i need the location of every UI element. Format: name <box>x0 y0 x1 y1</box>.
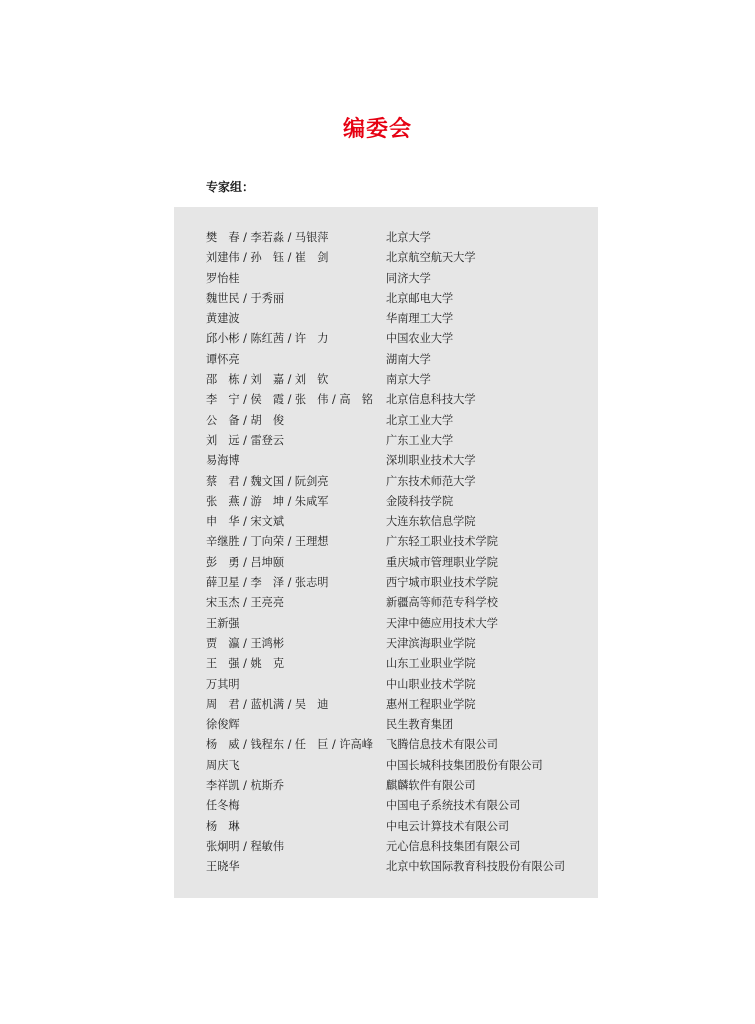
member-row <box>206 289 586 309</box>
member-names: 邵 栋 / 刘 嘉 / 刘 钦 <box>206 373 329 387</box>
member-names: 刘 远 / 雷登云 <box>206 433 285 447</box>
member-names: 周 君 / 蓝机满 / 吴 迪 <box>206 697 329 711</box>
member-row <box>206 411 586 431</box>
member-row <box>206 776 586 796</box>
member-organization: 民生教育集团 <box>386 718 454 732</box>
expert-group-label: 专家组： <box>206 180 255 194</box>
member-names: 宋玉杰 / 王亮亮 <box>206 596 285 610</box>
member-row <box>206 654 586 674</box>
member-row <box>206 269 586 289</box>
page-title: 编委会 <box>342 117 412 142</box>
member-row <box>206 735 586 755</box>
member-row <box>206 817 586 837</box>
member-row <box>206 370 586 390</box>
member-row <box>206 228 586 248</box>
member-organization: 飞腾信息技术有限公司 <box>386 738 498 752</box>
member-organization: 湖南大学 <box>386 352 431 366</box>
member-organization: 广东工业大学 <box>386 433 454 447</box>
member-names: 彭 勇 / 吕坤颐 <box>206 555 285 569</box>
member-organization: 北京信息科技大学 <box>386 393 476 407</box>
member-organization: 中电云计算技术有限公司 <box>386 819 510 833</box>
member-row <box>206 837 586 857</box>
member-organization: 同济大学 <box>386 271 431 285</box>
member-names: 魏世民 / 于秀丽 <box>206 291 285 305</box>
member-row <box>206 512 586 532</box>
member-names: 申 华 / 宋文斌 <box>206 515 285 529</box>
member-organization: 中国长城科技集团股份有限公司 <box>386 758 543 772</box>
member-organization: 山东工业职业学院 <box>386 657 476 671</box>
member-names: 樊 春 / 李若淼 / 马银萍 <box>206 231 329 244</box>
member-organization: 北京大学 <box>386 231 431 244</box>
member-organization: 中国农业大学 <box>386 332 454 346</box>
member-names: 王晓华 <box>206 860 240 874</box>
member-row <box>206 309 586 329</box>
member-row <box>206 472 586 492</box>
member-row <box>206 756 586 776</box>
member-names: 易海博 <box>206 454 240 468</box>
member-organization: 重庆城市管理职业学院 <box>386 555 498 569</box>
member-row <box>206 431 586 451</box>
member-organization: 西宁城市职业技术学院 <box>386 576 498 590</box>
member-organization: 华南理工大学 <box>386 312 454 326</box>
member-row <box>206 350 586 370</box>
member-organization: 北京工业大学 <box>386 413 454 427</box>
member-organization: 天津中德应用技术大学 <box>386 616 498 630</box>
member-organization: 深圳职业技术大学 <box>386 454 476 468</box>
member-names: 公 备 / 胡 俊 <box>206 413 285 427</box>
member-organization: 天津滨海职业学院 <box>386 636 476 650</box>
member-organization: 大连东软信息学院 <box>386 515 476 529</box>
member-organization: 广东轻工职业技术学院 <box>386 535 498 549</box>
member-names: 王新强 <box>206 616 240 630</box>
member-organization: 南京大学 <box>386 373 431 387</box>
member-organization: 惠州工程职业学院 <box>386 697 476 711</box>
member-row <box>206 329 586 349</box>
member-row <box>206 532 586 552</box>
member-organization: 元心信息科技集团有限公司 <box>386 839 521 853</box>
member-row <box>206 675 586 695</box>
member-row <box>206 451 586 471</box>
member-row <box>206 553 586 573</box>
member-row <box>206 614 586 634</box>
member-row <box>206 593 586 613</box>
member-row <box>206 248 586 268</box>
member-row <box>206 390 586 410</box>
member-names: 杨 琳 <box>206 819 240 833</box>
member-organization: 麒麟软件有限公司 <box>386 779 476 793</box>
member-names: 辛继胜 / 丁向荣 / 王理想 <box>206 535 329 549</box>
member-names: 王 强 / 姚 克 <box>206 657 285 671</box>
member-names: 李 宁 / 侯 霞 / 张 伟 / 高 铭 <box>206 393 373 407</box>
member-names: 蔡 君 / 魏文国 / 阮剑亮 <box>206 474 329 488</box>
member-row <box>206 857 586 877</box>
member-names: 张炯明 / 程敏伟 <box>206 839 285 853</box>
member-names: 薛卫星 / 李 泽 / 张志明 <box>206 576 329 590</box>
member-row <box>206 695 586 715</box>
member-names: 周庆飞 <box>206 758 240 772</box>
member-organization: 金陵科技学院 <box>386 494 454 508</box>
member-organization: 中山职业技术学院 <box>386 677 476 691</box>
member-names: 杨 威 / 钱程东 / 任 巨 / 许高峰 <box>206 738 373 752</box>
member-organization: 广东技术师范大学 <box>386 474 476 488</box>
member-list <box>206 228 586 878</box>
member-names: 李祥凯 / 杭斯乔 <box>206 779 285 793</box>
member-names: 谭怀亮 <box>206 352 240 366</box>
member-names: 罗怡桂 <box>206 271 240 285</box>
member-names: 黄建波 <box>206 312 240 326</box>
member-organization: 中国电子系统技术有限公司 <box>386 799 521 813</box>
member-names: 徐俊辉 <box>206 718 240 732</box>
member-names: 邱小彬 / 陈红茜 / 许 力 <box>206 332 329 346</box>
member-names: 贾 瀛 / 王鸿彬 <box>206 636 285 650</box>
member-names: 任冬梅 <box>206 799 240 813</box>
member-names: 刘建伟 / 孙 钰 / 崔 剑 <box>206 251 329 265</box>
member-row <box>206 715 586 735</box>
member-row <box>206 492 586 512</box>
member-organization: 北京航空航天大学 <box>386 251 476 265</box>
member-names: 万其明 <box>206 677 240 691</box>
member-names: 张 燕 / 游 坤 / 朱咸军 <box>206 494 329 508</box>
member-organization: 新疆高等师范专科学校 <box>386 596 498 610</box>
member-row <box>206 573 586 593</box>
member-organization: 北京邮电大学 <box>386 291 454 305</box>
member-row <box>206 634 586 654</box>
member-row <box>206 796 586 816</box>
member-organization: 北京中软国际教育科技股份有限公司 <box>386 860 566 874</box>
